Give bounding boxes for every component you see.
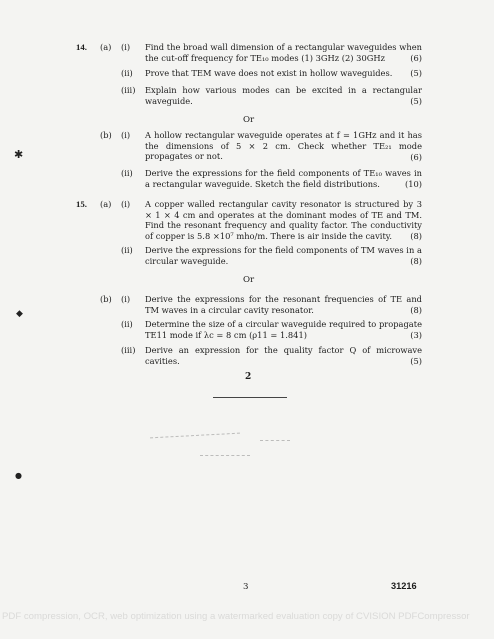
q15a-i-marks: (8) xyxy=(410,231,422,241)
q15b-iii-text: Derive an expression for the quality factor Q of microwave cavities. xyxy=(145,345,422,366)
q15b-iii-label: (iii) xyxy=(121,345,136,355)
q15b-i-text: Derive the expressions for the resonant frequencies of TE and TM waves in a circular cavity resonator. xyxy=(145,294,422,315)
q14b-ii-label: (ii) xyxy=(121,168,133,178)
q15a-ii-text: Derive the expressions for the field components of TM waves in a circular waveguide. xyxy=(145,245,422,266)
exam-code: 31216 xyxy=(391,581,417,591)
q14-part-b-label: (b) xyxy=(100,130,112,140)
question-number-15: 15. xyxy=(76,199,87,209)
q15-part-b-label: (b) xyxy=(100,294,112,304)
q14b-ii-marks: (10) xyxy=(404,179,422,189)
or-divider-15: Or xyxy=(243,275,255,285)
q14b-i-label: (i) xyxy=(121,130,131,140)
watermark-text: PDF compression, OCR, web optimization using a watermarked evaluation copy of CVISION PDFCompressor xyxy=(2,611,470,622)
question-number-14: 14. xyxy=(76,42,87,52)
q14b-i-text: A hollow rectangular waveguide operates at f = 1GHz and it has the dimensions of 5 × 2 cm. Check whether TE₂₁ mode propagates or not. xyxy=(145,130,422,162)
q15-part-a-label: (a) xyxy=(100,199,112,209)
q14a-iii-text: Explain how various modes can be excited in a rectangular waveguide. xyxy=(145,85,422,106)
q15b-ii-marks: (3) xyxy=(410,330,422,340)
q15b-i-label: (i) xyxy=(121,294,131,304)
q14a-i-marks: (6) xyxy=(410,53,422,63)
q15b-i-marks: (8) xyxy=(410,305,422,315)
q15b-iii-marks: (5) xyxy=(410,356,422,366)
q14a-ii-text: Prove that TEM wave does not exist in hollow waveguides. xyxy=(145,68,393,78)
page-number: 3 xyxy=(243,582,249,592)
scan-speck: ✱ xyxy=(14,148,24,161)
scan-smudge xyxy=(200,455,250,456)
q14b-i-marks: (6) xyxy=(410,152,422,162)
q15a-ii-marks: (8) xyxy=(410,256,422,266)
center-mark: 2 xyxy=(245,372,252,382)
scan-speck: ◆ xyxy=(16,309,23,319)
q15b-ii-label: (ii) xyxy=(121,319,133,329)
end-rule xyxy=(213,397,287,398)
q14b-ii-text: Derive the expressions for the field components of TE₁₀ waves in a rectangular waveguide. Sketch the field distributions. xyxy=(145,168,422,189)
q14a-i-text: Find the broad wall dimension of a rectangular waveguides when the cut-off frequency for TE₁₀ modes (1) 3GHz (2) 30GHz xyxy=(145,42,422,63)
q14a-iii-marks: (5) xyxy=(410,96,422,106)
q15a-i-label: (i) xyxy=(121,199,131,209)
or-divider-14: Or xyxy=(243,115,255,125)
q14a-iii-label: (iii) xyxy=(121,85,136,95)
q14-part-a-label: (a) xyxy=(100,42,112,52)
q15b-ii-text: Determine the size of a circular waveguide required to propagate TE11 mode if λc = 8 cm (ρ11 = 1.841) xyxy=(145,319,422,340)
scan-speck: ● xyxy=(15,471,22,480)
q14a-ii-marks: (5) xyxy=(410,68,422,78)
q14a-ii-label: (ii) xyxy=(121,68,133,78)
q14a-i-label: (i) xyxy=(121,42,131,52)
scan-smudge xyxy=(260,440,290,441)
scan-smudge xyxy=(150,433,240,439)
q15a-ii-label: (ii) xyxy=(121,245,133,255)
q15a-i-text: A copper walled rectangular cavity resonator is structured by 3 × 1 × 4 cm and operates at the dominant modes of TE and TM. Find the resonant frequency and quality factor. The conductivity of copper is 5.8 ×10⁷ mho/m. There is air inside the cavity. xyxy=(145,199,422,241)
